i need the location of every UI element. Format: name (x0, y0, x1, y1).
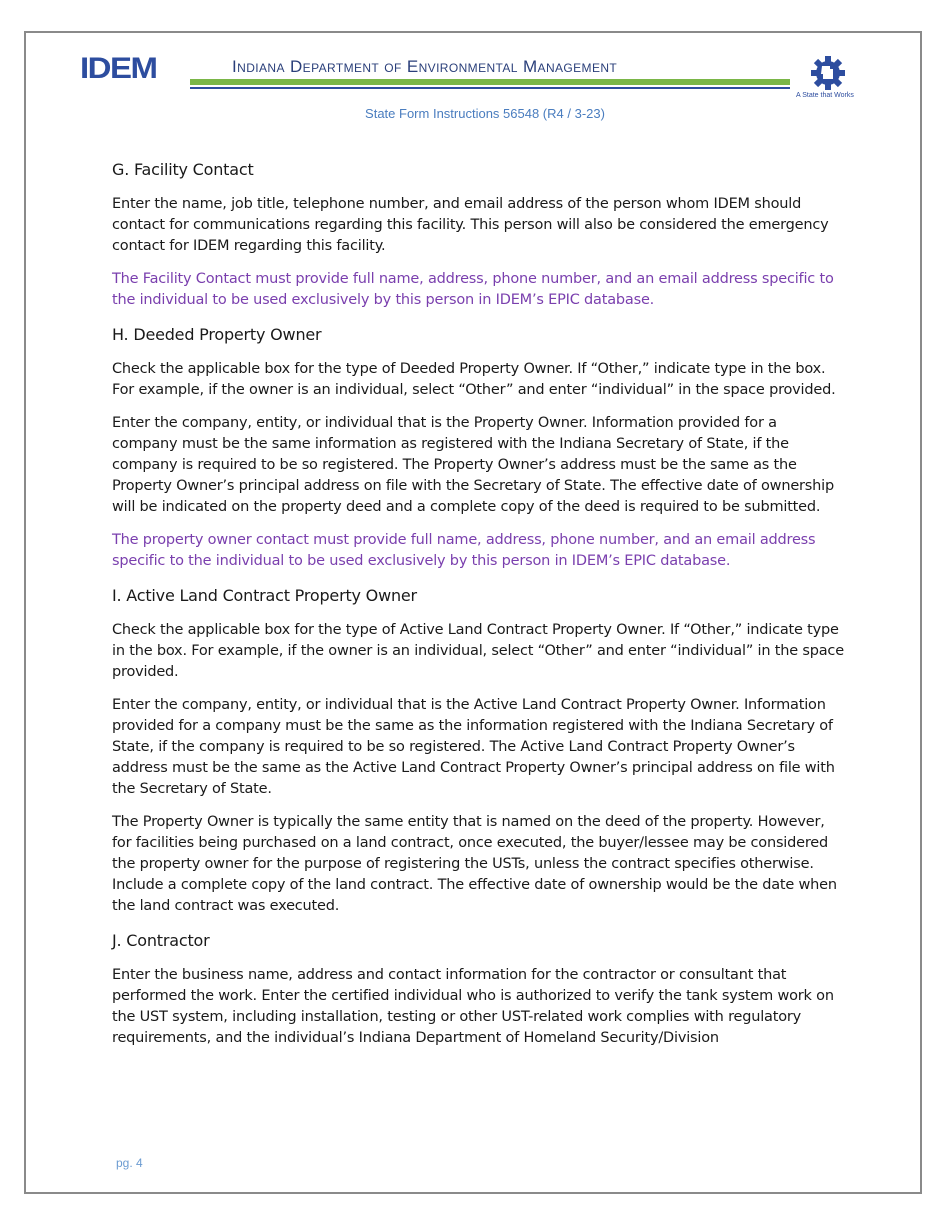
state-gear-icon (810, 55, 846, 91)
agency-name: Indiana Department of Environmental Management (232, 57, 618, 76)
idem-logo: IDEM (80, 50, 157, 85)
section-heading: I. Active Land Contract Property Owner (112, 586, 417, 605)
instruction-paragraph: Check the applicable box for the type of Deeded Property Owner. If “Other,” indicate type in the box. For example, if the owner is an individual, select “Other” and enter “individual” in the space provided. (112, 361, 836, 398)
section-heading: G. Facility Contact (112, 160, 254, 179)
state-tagline: A State that Works (796, 92, 854, 99)
instruction-paragraph: Enter the name, job title, telephone number, and email address of the person whom IDEM should contact for communications regarding this facility. This person will also be considered the emergency contact for IDEM regarding this facility. (112, 196, 829, 254)
header-rule-blue (190, 87, 790, 89)
instruction-paragraph: Enter the company, entity, or individual that is the Active Land Contract Property Owner. Information provided for a company must be the same as the information registered with the Indiana Secretary of State, if the company is required to be so registered. The Active Land Contract Property Owner’s address must be the same as the Active Land Contract Property Owner’s principal address on file with the Secretary of State. (112, 697, 835, 797)
form-reference: State Form Instructions 56548 (R4 / 3-23) (365, 106, 605, 121)
instructions-body (112, 158, 844, 1061)
page-number: pg. 4 (116, 1156, 143, 1170)
header-rule-green (190, 79, 790, 85)
instruction-paragraph: Enter the business name, address and contact information for the contractor or consultant that performed the work. Enter the certified individual who is authorized to verify the tank system work on the UST system, including installation, testing or other UST-related work complies with regulatory requirements, and the individual’s Indiana Department of Homeland Security/Division (112, 967, 834, 1046)
instruction-paragraph: Check the applicable box for the type of Active Land Contract Property Owner. If “Other,” indicate type in the box. For example, if the owner is an individual, select “Other” and enter “individual” in the space provided. (112, 622, 844, 680)
section-heading: H. Deeded Property Owner (112, 325, 322, 344)
instruction-paragraph: Enter the company, entity, or individual that is the Property Owner. Information provided for a company must be the same information as registered with the Indiana Secretary of State, if the company is required to be so registered. The Property Owner’s address must be the same as the Property Owner’s principal address on file with the Secretary of State. The effective date of ownership will be indicated on the property deed and a complete copy of the deed is required to be submitted. (112, 415, 834, 515)
instruction-paragraph: The Property Owner is typically the same entity that is named on the deed of the property. However, for facilities being purchased on a land contract, once executed, the buyer/lessee may be considered the property owner for the purpose of registering the USTs, unless the contract specifies otherwise. Include a complete copy of the land contract. The effective date of ownership would be the date when the land contract was executed. (112, 814, 837, 914)
section-heading: J. Contractor (112, 931, 210, 950)
contact-requirement-note: The property owner contact must provide full name, address, phone number, and an email address specific to the individual to be used exclusively by this person in IDEM’s EPIC database. (112, 532, 816, 569)
contact-requirement-note: The Facility Contact must provide full name, address, phone number, and an email address specific to the individual to be used exclusively by this person in IDEM’s EPIC database. (112, 271, 834, 308)
